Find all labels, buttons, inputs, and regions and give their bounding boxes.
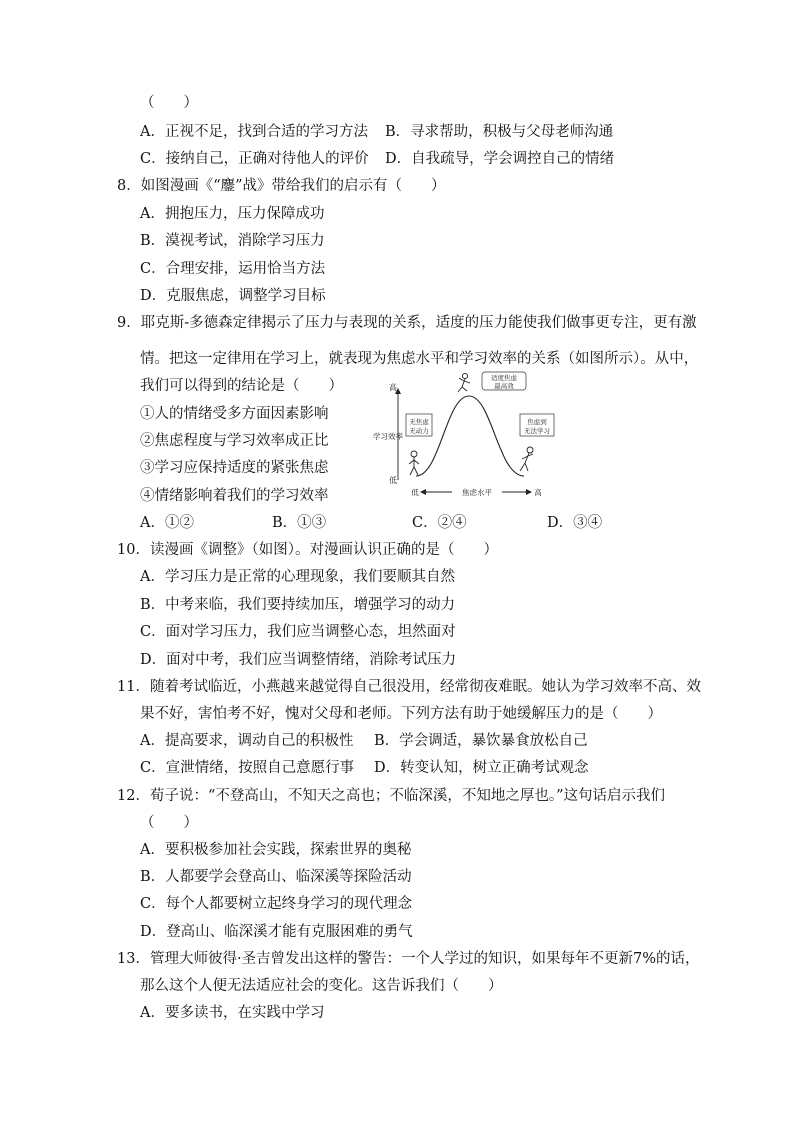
cannot-study-label: 无法学习 xyxy=(524,427,550,435)
q12-stem: 12．荀子说：“不登高山，不知天之高也；不临深溪，不知地之厚也。”这句话启示我们 xyxy=(117,788,666,804)
stick-figure-right-icon xyxy=(520,447,533,471)
q7-paren: （ ） xyxy=(140,95,198,111)
x-axis-low-label: 低 xyxy=(411,488,419,497)
q12-option-b: B．人都要学会登高山、临深溪等探险活动 xyxy=(140,869,412,885)
q8-option-a: A．拥抱压力，压力保障成功 xyxy=(140,206,325,222)
q8-option-d: D．克服焦虑，调整学习目标 xyxy=(140,288,326,304)
q13-stem-line1: 13．管理大师彼得·圣吉曾发出这样的警告：一个人学过的知识，如果每年不更新7%的话， xyxy=(117,951,700,967)
q9-stem-line3: 我们可以得到的结论是（ ） xyxy=(140,378,343,394)
q10-option-c: C．面对学习压力，我们应当调整心态，坦然面对 xyxy=(140,624,456,640)
y-axis-high-label: 高 xyxy=(389,383,397,392)
q12-option-c: C．每个人都要树立起终身学习的现代理念 xyxy=(140,896,413,912)
q8-option-b: B．漠视考试，消除学习压力 xyxy=(140,233,325,249)
excess-anxiety-label: 焦虑到 xyxy=(527,418,547,426)
q13-stem-line2: 那么这个人便无法适应社会的变化。这告诉我们（ ） xyxy=(140,978,503,994)
q7-option-b: B．寻求帮助，积极与父母老师沟通 xyxy=(385,124,614,140)
q11-stem-line2: 果不好，害怕考不好，愧对父母和老师。下列方法有助于她缓解压力的是（ ） xyxy=(140,706,662,722)
anxiety-efficiency-figure xyxy=(368,370,568,505)
q11-option-c: C．宣泄情绪，按照自己意愿行事 xyxy=(140,760,355,776)
q11-option-a: A．提高要求，调动自己的积极性 xyxy=(140,733,354,749)
q9-option-d: D．③④ xyxy=(547,515,603,531)
q11-option-d: D．转变认知，树立正确考试观念 xyxy=(374,760,589,776)
q7-option-d: D．自我疏导，学会调控自己的情绪 xyxy=(385,151,615,167)
q7-option-a: A．正视不足，找到合适的学习方法 xyxy=(140,124,368,140)
most-efficient-label: 最高效 xyxy=(494,382,514,390)
q13-option-a: A．要多读书，在实践中学习 xyxy=(140,1005,325,1021)
x-axis-left-arrow xyxy=(420,489,426,495)
q9-stem-line2: 情。把这一定律用在学习上，就表现为焦虑水平和学习效率的关系（如图所示）。从中， xyxy=(140,351,699,367)
q9-statement-1: ①人的情绪受多方面因素影响 xyxy=(140,406,329,422)
y-axis-low-label: 低 xyxy=(389,476,397,485)
q10-stem: 10．读漫画《调整》（如图）。对漫画认识正确的是（ ） xyxy=(117,542,498,558)
no-motivation-label: 无动力 xyxy=(409,427,429,435)
x-axis-high-label: 高 xyxy=(534,488,542,497)
q8-stem: 8．如图漫画《“鏖”战》带给我们的启示有（ ） xyxy=(117,178,446,194)
q11-stem-line1: 11．随着考试临近，小燕越来越觉得自己很没用，经常彻夜难眠。她认为学习效率不高、效 xyxy=(117,679,701,695)
q9-statement-3: ③学习应保持适度的紧张焦虑 xyxy=(140,460,329,476)
no-anxiety-label: 无焦虑 xyxy=(409,418,429,426)
q9-option-c: C．②④ xyxy=(412,515,467,531)
moderate-anxiety-label: 适度焦虑 xyxy=(491,374,517,382)
q12-option-a: A．要积极参加社会实践，探索世界的奥秘 xyxy=(140,842,412,858)
q7-option-c: C．接纳自己，正确对待他人的评价 xyxy=(140,151,369,167)
x-axis-right-arrow xyxy=(526,489,532,495)
q10-option-d: D．面对中考，我们应当调整情绪，消除考试压力 xyxy=(140,652,457,668)
q10-option-b: B．中考来临，我们要持续加压，增强学习的动力 xyxy=(140,597,456,613)
q8-option-c: C．合理安排，运用恰当方法 xyxy=(140,261,326,277)
q9-statement-2: ②焦虑程度与学习效率成正比 xyxy=(140,433,329,449)
q12-option-d: D．登高山、临深溪才能有克服困难的勇气 xyxy=(140,924,413,940)
q9-statement-4: ④情绪影响着我们的学习效率 xyxy=(140,488,329,504)
q9-stem-line1: 9．耶克斯-多德森定律揭示了压力与表现的关系，适度的压力能使我们做事更专注，更有激 xyxy=(117,315,697,331)
q10-option-a: A．学习压力是正常的心理现象，我们要顺其自然 xyxy=(140,569,455,585)
q9-option-a: A．①② xyxy=(140,515,194,531)
x-axis-label: 焦虑水平 xyxy=(462,488,492,497)
stick-figure-left-icon xyxy=(409,451,419,475)
q12-paren: （ ） xyxy=(140,815,198,831)
y-axis-label: 学习效率 xyxy=(373,432,403,441)
q9-option-b: B．①③ xyxy=(272,515,327,531)
q11-option-b: B．学会调适，暴饮暴食放松自己 xyxy=(374,733,588,749)
stick-figure-top-icon xyxy=(458,373,470,392)
